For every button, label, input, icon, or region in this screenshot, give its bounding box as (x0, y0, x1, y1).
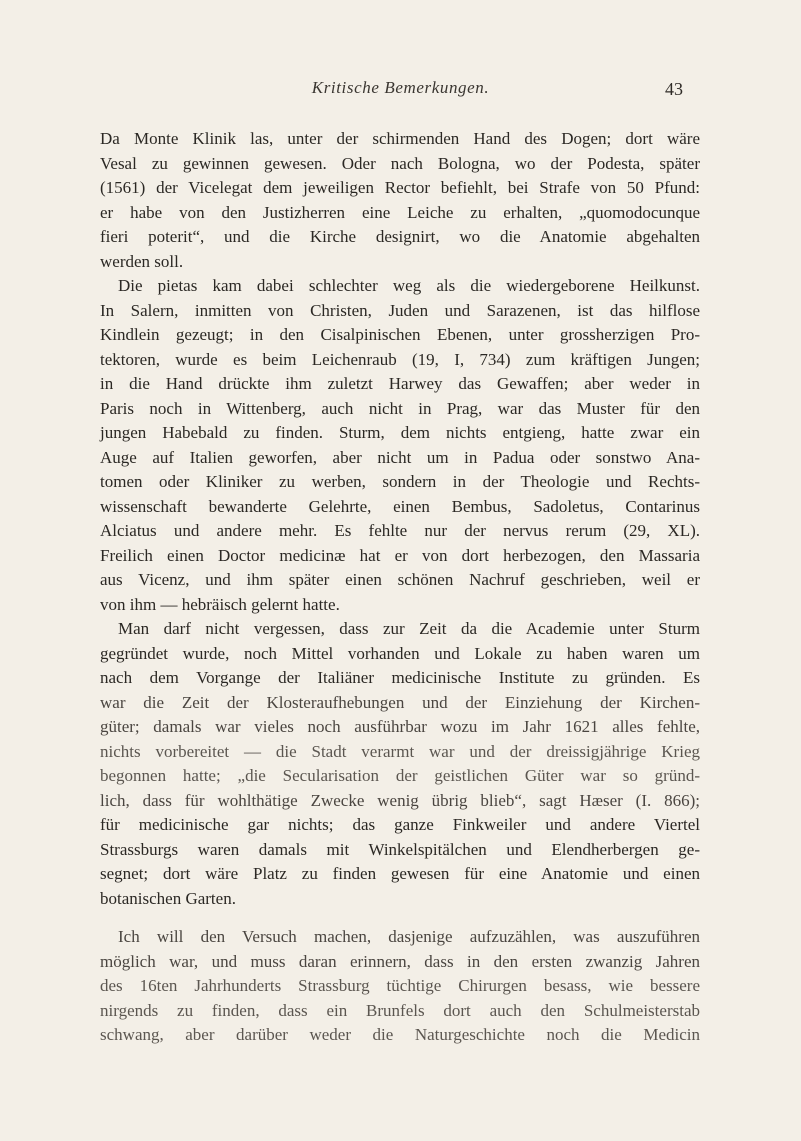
running-title: Kritische Bemerkungen. (311, 78, 490, 97)
text-line: Alciatus und andere mehr. Es fehlte nur der nervus rerum (29, XL). (100, 521, 700, 540)
text-line: lich, dass für wohlthätige Zwecke wenig übrig blieb“, sagt Hæser (I. 866); (100, 790, 700, 810)
text-line: werden soll. (100, 251, 184, 271)
text-line: botanischen Garten. (100, 888, 236, 908)
text-line: nirgends zu finden, dass ein Brunfels dort auch den Schulmeisterstab (100, 1000, 700, 1020)
text-line: Freilich einen Doctor medicinæ hat er von dort herbezogen, den Massaria (100, 545, 700, 565)
text-line: tektoren, wurde es beim Leichenraub (19, I, 734) zum kräftigen Jungen; (100, 349, 700, 369)
text-line: Kindlein gezeugt; in den Cisalpinischen Ebenen, unter grossherzigen Pro- (100, 325, 700, 344)
text-line: wissenschaft bewanderte Gelehrte, einen Bembus, Sadoletus, Contarinus (100, 496, 700, 516)
text-line: Ich will den Versuch machen, dasjenige aufzuzählen, was auszuführen (118, 927, 700, 946)
text-line: tomen oder Kliniker zu werben, sondern in der Theologie und Rechts- (100, 472, 700, 491)
text-line: Da Monte Klinik las, unter der schirmenden Hand des Dogen; dort wäre (100, 129, 700, 148)
running-head (0, 78, 801, 102)
text-line: güter; damals war vieles noch ausführbar wozu im Jahr 1621 alles fehlte, (100, 717, 700, 736)
text-line: des 16ten Jahrhunderts Strassburg tüchtige Chirurgen besass, wie bessere (100, 976, 700, 995)
text-line: Strassburgs waren damals mit Winkelspitälchen und Elendherbergen ge- (100, 839, 700, 859)
text-body (100, 127, 700, 1048)
text-line: in die Hand drückte ihm zuletzt Harwey das Gewaffen; aber weder in (100, 374, 700, 393)
text-line: für medicinische gar nichts; das ganze Finkweiler und andere Viertel (100, 815, 700, 834)
text-line: begonnen hatte; „die Secularisation der geistlichen Güter war so gründ- (100, 766, 700, 785)
text-line: Man darf nicht vergessen, dass zur Zeit da die Academie unter Sturm (118, 619, 700, 638)
text-line: gegründet wurde, noch Mittel vorhanden und Lokale zu haben waren um (100, 643, 700, 663)
text-line: nichts vorbereitet — die Stadt verarmt war und der dreissigjährige Krieg (100, 741, 700, 761)
page-number: 43 (665, 79, 683, 99)
text-line: von ihm — hebräisch gelernt hatte. (100, 594, 340, 614)
text-line: nach dem Vorgange der Italiäner medicinische Institute zu gründen. Es (100, 668, 700, 687)
text-line: Paris noch in Wittenberg, auch nicht in Prag, war das Muster für den (100, 398, 700, 418)
text-line: In Salern, inmitten von Christen, Juden und Sarazenen, ist das hilflose (100, 300, 700, 320)
text-line: möglich war, und muss daran erinnern, dass in den ersten zwanzig Jahren (100, 951, 700, 971)
text-line: (1561) der Vicelegat dem jeweiligen Rector befiehlt, bei Strafe von 50 Pfund: (100, 178, 700, 197)
text-line: Vesal zu gewinnen gewesen. Oder nach Bologna, wo der Podesta, später (100, 153, 700, 173)
text-line: Auge auf Italien geworfen, aber nicht um in Padua oder sonstwo Ana- (100, 447, 700, 467)
text-line: er habe von den Justizherren eine Leiche zu erhalten, „quomodocunque (100, 202, 700, 222)
text-line: aus Vicenz, und ihm später einen schönen Nachruf geschrieben, weil er (100, 570, 700, 589)
text-line: Die pietas kam dabei schlechter weg als die wiedergeborene Heilkunst. (118, 276, 700, 295)
text-line: war die Zeit der Klosteraufhebungen und der Einziehung der Kirchen- (100, 692, 700, 712)
text-line: fieri poterit“, und die Kirche designirt, wo die Anatomie abgehalten (100, 227, 700, 246)
text-line: schwang, aber darüber weder die Naturgeschichte noch die Medicin (100, 1025, 700, 1044)
text-line: segnet; dort wäre Platz zu finden gewesen für eine Anatomie und einen (100, 864, 700, 883)
text-line: jungen Habebald zu finden. Sturm, dem nichts entgieng, hatte zwar ein (100, 423, 700, 442)
